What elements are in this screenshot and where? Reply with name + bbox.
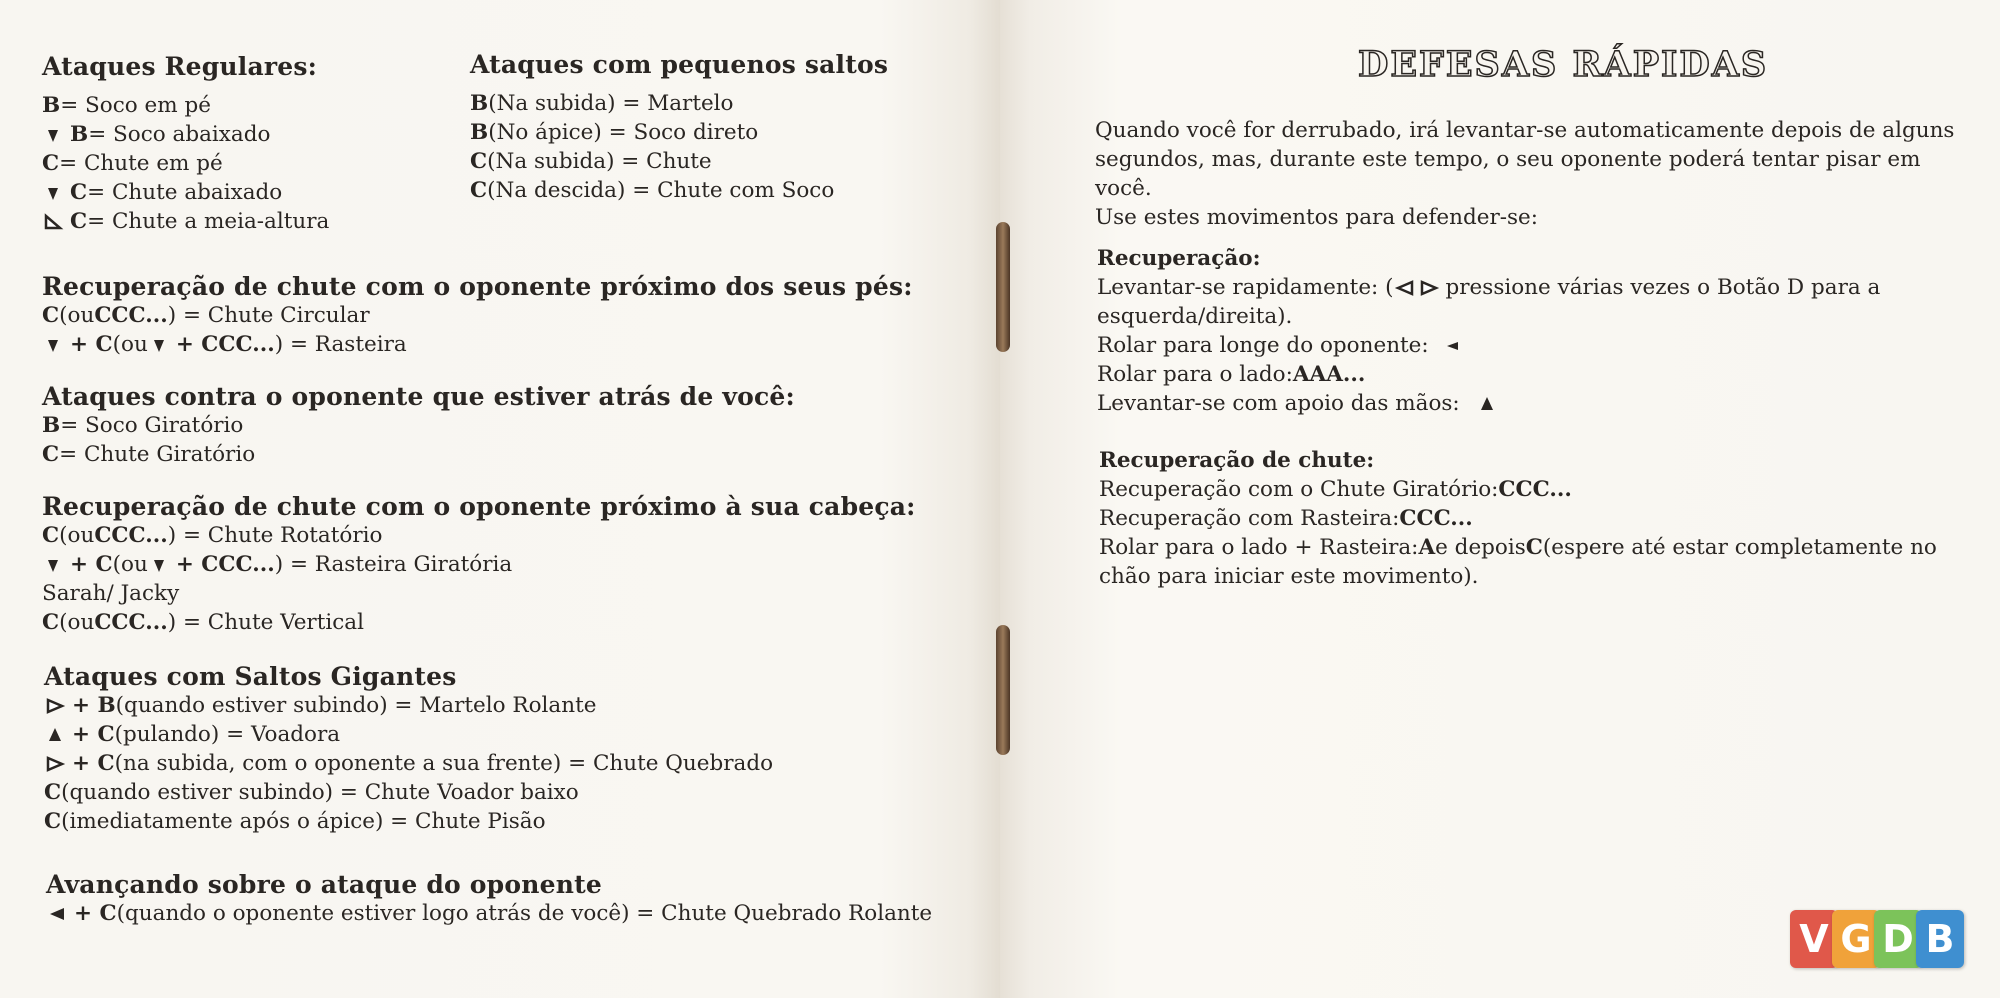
move-line: C (Na descida) = Chute com Soco — [470, 178, 835, 203]
staple-bottom — [996, 625, 1010, 755]
move-line: C = Chute abaixado — [42, 178, 329, 207]
vgdb-logo — [1790, 910, 1958, 968]
section-heading: Avançando sobre o ataque do oponente — [46, 870, 602, 899]
page-title: DEFESAS RÁPIDAS — [1358, 44, 1769, 85]
kick-recovery-head-section — [42, 492, 916, 637]
move-line: chão para iniciar este movimento). — [1099, 564, 1479, 589]
advance-section — [46, 870, 932, 928]
move-line: + C (ou + CCC... ) = Rasteira Giratória — [42, 550, 916, 579]
section-heading: Recuperação: — [1097, 246, 1261, 271]
logo-tile: G — [1832, 910, 1880, 968]
move-line: Levantar-se rapidamente: ( pressione várias vezes o Botão D para a — [1097, 275, 1881, 300]
move-line: C = Chute a meia-altura — [42, 207, 329, 236]
diagonal-up-back-arrow-icon — [42, 211, 64, 233]
small-jumps-list — [470, 89, 888, 205]
move-line: + B (quando estiver subindo) = Martelo Rolante — [44, 691, 773, 720]
move-line: Rolar para o lado: AAA... — [1097, 362, 1366, 387]
forward-arrow-icon — [1418, 277, 1440, 299]
section-heading: Ataques contra o oponente que estiver atrás de você: — [42, 382, 795, 411]
intro-paragraph: Quando você for derrubado, irá levantar-se automaticamente depois de alguns segundos, mas, durante este tempo, o seu oponente poderá tentar pisar em você. Use estes movimentos para defender-se: — [1095, 118, 1955, 230]
move-line: + C (pulando) = Voadora — [44, 720, 773, 749]
down-arrow-icon — [42, 334, 64, 356]
move-line: + C (quando o oponente estiver logo atrás de você) = Chute Quebrado Rolante — [46, 899, 932, 928]
move-line: + C (ou + CCC... ) = Rasteira — [42, 330, 913, 359]
move-line: C (ou CCC... ) = Chute Vertical — [42, 610, 364, 635]
section-heading: Recuperação de chute: — [1099, 448, 1375, 473]
down-arrow-icon — [42, 182, 64, 204]
regular-attacks-section — [42, 52, 329, 236]
forward-arrow-icon — [44, 753, 66, 775]
move-line: C = Chute Giratório — [42, 442, 256, 467]
section-heading: Ataques com Saltos Gigantes — [44, 662, 457, 691]
down-arrow-icon — [42, 554, 64, 576]
small-jumps-section — [470, 50, 888, 205]
section-heading: Recuperação de chute com o oponente próximo dos seus pés: — [42, 272, 913, 301]
logo-tile: B — [1916, 910, 1964, 968]
move-line: Rolar para o lado + Rasteira: A e depois C (espere até estar completamente no — [1099, 535, 1937, 560]
down-arrow-icon — [148, 554, 170, 576]
giant-jumps-list — [44, 691, 773, 836]
move-line: B = Soco abaixado — [42, 120, 329, 149]
kick-recovery-section — [1099, 446, 1969, 591]
logo-tile: D — [1874, 910, 1922, 968]
move-line: Recuperação com o Chute Giratório: CCC... — [1099, 477, 1572, 502]
move-line: C (ou CCC... ) = Chute Rotatório — [42, 523, 383, 548]
staple-top — [996, 222, 1010, 352]
behind-attacks-list — [42, 411, 795, 469]
back-arrow-icon — [46, 903, 68, 925]
move-line: B = Soco Giratório — [42, 413, 244, 438]
back-arrow-icon — [1394, 277, 1416, 299]
move-line: B (No ápice) = Soco direto — [470, 120, 759, 145]
move-line: Rolar para longe do oponente: — [1097, 331, 1967, 360]
move-line: B = Soco em pé — [42, 93, 211, 118]
up-arrow-icon — [44, 724, 66, 746]
forward-arrow-icon — [44, 695, 66, 717]
move-line: C (Na subida) = Chute — [470, 149, 712, 174]
behind-attacks-section — [42, 382, 795, 469]
move-line: esquerda/direita). — [1097, 304, 1293, 329]
logo-tile: V — [1790, 910, 1838, 968]
move-line: B (Na subida) = Martelo — [470, 91, 734, 116]
section-heading: Ataques Regulares: — [42, 52, 318, 81]
down-arrow-icon — [148, 334, 170, 356]
down-arrow-icon — [42, 124, 64, 146]
giant-jumps-section — [44, 662, 773, 836]
section-heading: Ataques com pequenos saltos — [470, 50, 889, 79]
move-line: C = Chute em pé — [42, 151, 223, 176]
recovery-section — [1097, 244, 1967, 418]
move-line: C (quando estiver subindo) = Chute Voador baixo — [44, 780, 579, 805]
move-line: Recuperação com Rasteira: CCC... — [1099, 506, 1473, 531]
move-line: Levantar-se com apoio das mãos: — [1097, 389, 1967, 418]
up-arrow-icon — [1476, 393, 1498, 415]
move-line: C (ou CCC... ) = Chute Circular — [42, 303, 370, 328]
regular-attacks-list — [42, 91, 329, 236]
kick-recovery-feet-section — [42, 272, 913, 359]
move-line: C (imediatamente após o ápice) = Chute Pisão — [44, 809, 546, 834]
move-line: Sarah/ Jacky — [42, 581, 180, 606]
section-heading: Recuperação de chute com o oponente próximo à sua cabeça: — [42, 492, 916, 521]
back-arrow-icon — [1441, 335, 1463, 357]
move-line: + C (na subida, com o oponente a sua frente) = Chute Quebrado — [44, 749, 773, 778]
